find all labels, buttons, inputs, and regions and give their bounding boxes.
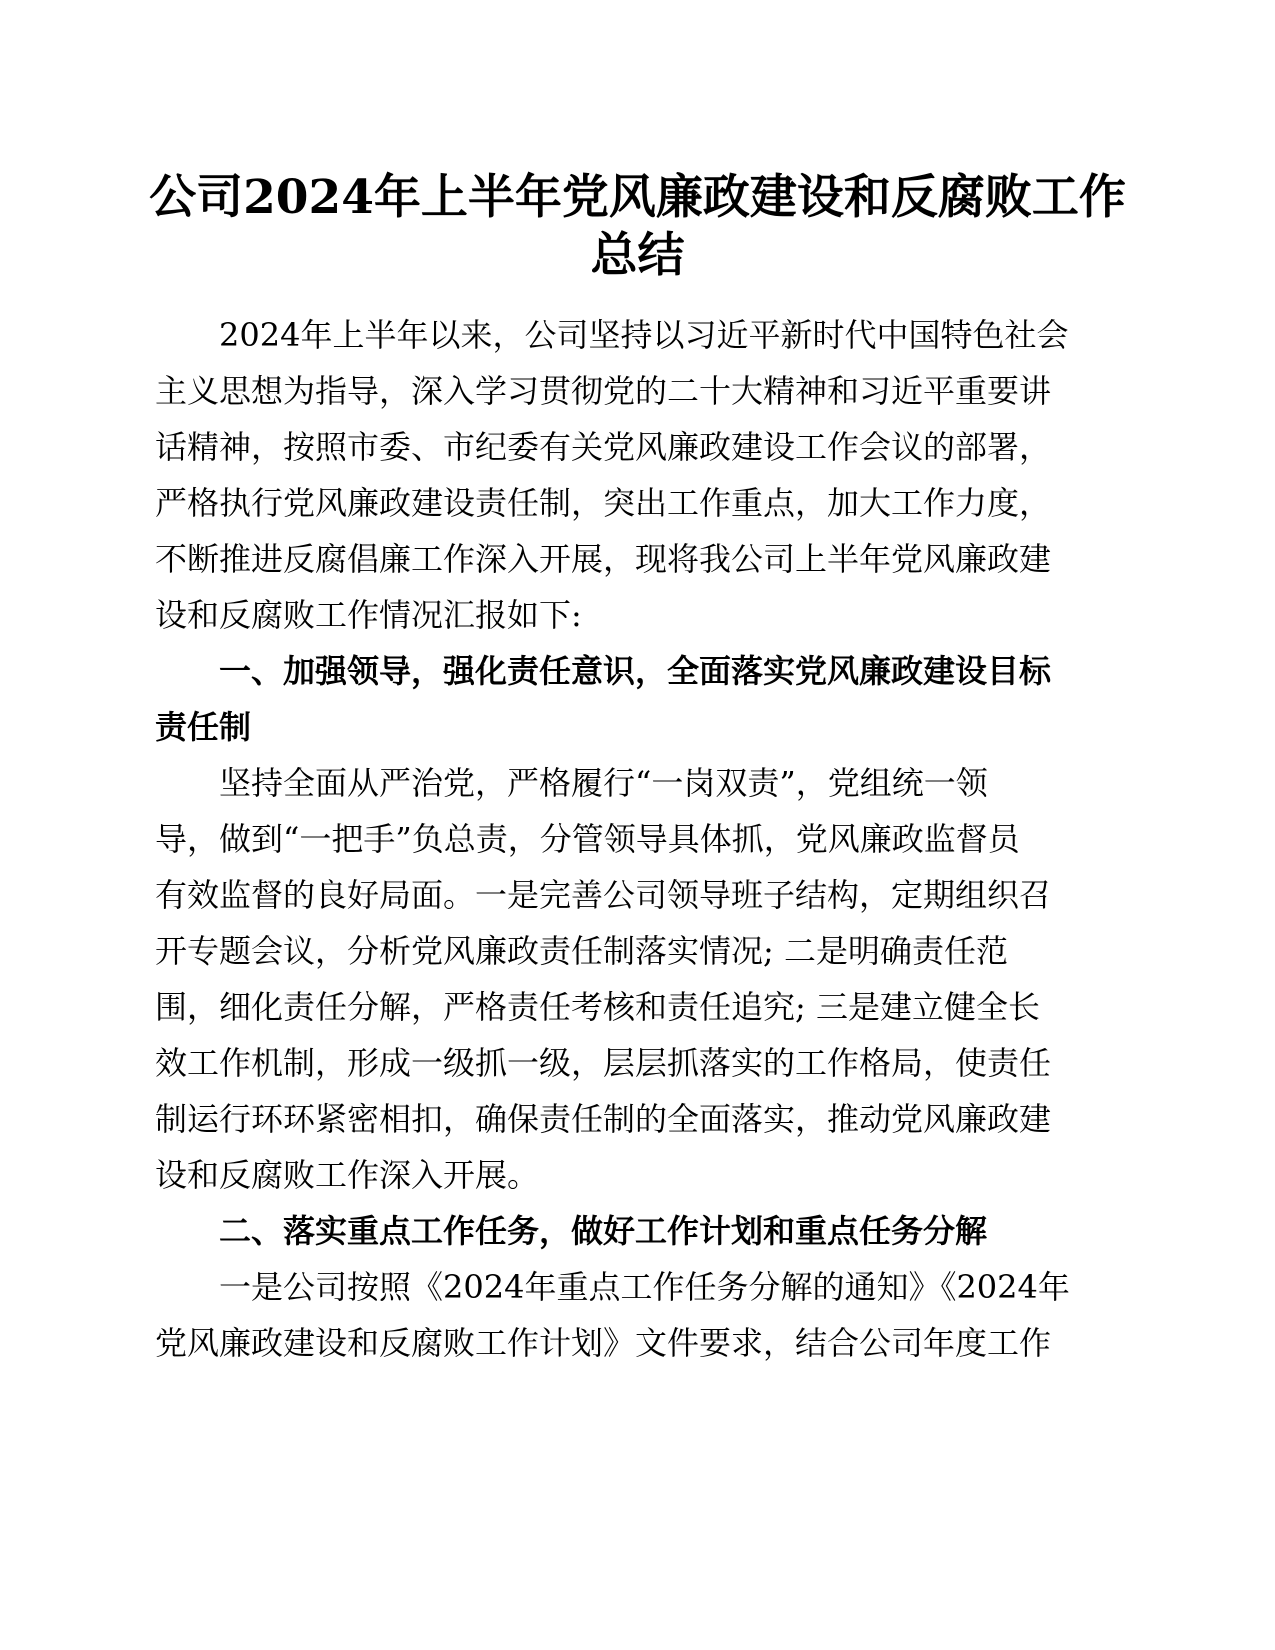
section-1-body-line-7: 制运行环环紧密相扣，确保责任制的全面落实，推动党风廉政建 [155, 1100, 1052, 1138]
paragraph-intro-line-5: 不断推进反腐倡廉工作深入开展，现将我公司上半年党风廉政建 [155, 540, 1052, 578]
section-1-body-line-3: 有效监督的良好局面。一是完善公司领导班子结构，定期组织召 [155, 876, 1052, 914]
document-title-line-1: 公司2024年上半年党风廉政建设和反腐败工作 [149, 170, 1126, 225]
section-2-body-line-1: 一是公司按照《2024年重点工作任务分解的通知》《2024年 [219, 1268, 1070, 1306]
paragraph-intro-line-2: 主义思想为指导，深入学习贯彻党的二十大精神和习近平重要讲 [155, 372, 1052, 410]
section-2-body-line-2: 党风廉政建设和反腐败工作计划》文件要求，结合公司年度工作 [155, 1324, 1052, 1362]
section-1-body-line-5: 围，细化责任分解，严格责任考核和责任追究; 三是建立健全长 [155, 988, 1040, 1026]
document-title-line-2: 总结 [590, 228, 685, 283]
section-1-heading-line-2: 责任制 [155, 708, 252, 746]
section-1-body-line-1: 坚持全面从严治党，严格履行“一岗双责”，党组统一领 [219, 764, 988, 802]
section-2-heading: 二、落实重点工作任务，做好工作计划和重点任务分解 [219, 1212, 988, 1250]
section-1-heading-line-1: 一、加强领导，强化责任意识，全面落实党风廉政建设目标 [219, 652, 1052, 690]
paragraph-intro-line-3: 话精神，按照市委、市纪委有关党风廉政建设工作会议的部署， [155, 428, 1052, 466]
section-1-body-line-8: 设和反腐败工作深入开展。 [155, 1156, 540, 1194]
section-1-body-line-2: 导，做到“一把手”负总责，分管领导具体抓，党风廉政监督员 [155, 820, 1020, 858]
paragraph-intro-line-6: 设和反腐败工作情况汇报如下: [155, 596, 582, 634]
paragraph-intro-line-4: 严格执行党风廉政建设责任制，突出工作重点，加大工作力度， [155, 484, 1052, 522]
section-1-body-line-6: 效工作机制，形成一级抓一级，层层抓落实的工作格局，使责任 [155, 1044, 1052, 1082]
paragraph-intro-line-1: 2024年上半年以来，公司坚持以习近平新时代中国特色社会 [219, 316, 1069, 354]
section-1-body-line-4: 开专题会议，分析党风廉政责任制落实情况; 二是明确责任范 [155, 932, 1008, 970]
